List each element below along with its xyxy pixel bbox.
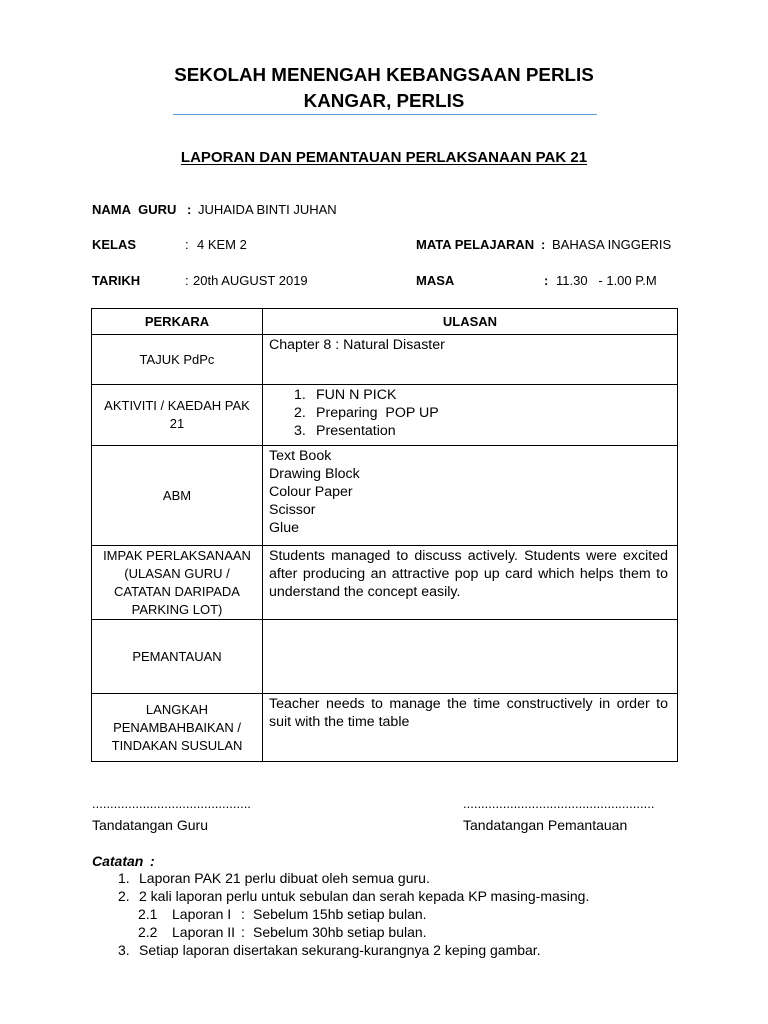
field-label-nama-guru: NAMA GURU [92, 202, 177, 217]
table-row [92, 385, 678, 446]
note-number: 2. [118, 888, 130, 904]
signature-line-pemantauan: ..................................................... [463, 796, 655, 811]
notes-heading: Catatan [92, 853, 144, 869]
pak21-report-table [91, 308, 678, 762]
abm-item: Drawing Block [269, 466, 360, 482]
field-value-kelas: 4 KEM 2 [197, 237, 247, 252]
perkara-langkah: LANGKAH PENAMBAHBAIKAN / TINDAKAN SUSULAN [92, 694, 263, 762]
table-header-row [92, 309, 678, 335]
abm-item: Text Book [269, 448, 332, 464]
list-item [269, 386, 668, 404]
signature-label-pemantauan: Tandatangan Pemantauan [463, 817, 628, 833]
ulasan-aktiviti [263, 385, 678, 446]
note-item [0, 869, 768, 887]
abm-item: Scissor [269, 502, 316, 518]
school-location: KANGAR, PERLIS [303, 90, 465, 111]
table-row [92, 620, 678, 694]
school-name: SEKOLAH MENENGAH KEBANGSAAN PERLIS [174, 64, 594, 85]
signature-label-guru: Tandatangan Guru [92, 817, 208, 833]
notes-heading-sep: : [150, 853, 155, 869]
note-subitem [0, 923, 768, 941]
note-text: Laporan PAK 21 perlu dibuat oleh semua guru. [139, 870, 430, 886]
table-row [92, 335, 678, 385]
abm-item: Glue [269, 520, 299, 536]
note-subnumber: 2.2 [138, 924, 158, 940]
list-number: 1. [294, 387, 306, 403]
note-item [0, 941, 768, 959]
ulasan-tajuk: Chapter 8 : Natural Disaster [263, 335, 678, 385]
field-sep-tarikh: : [185, 273, 189, 288]
form-title: LAPORAN DAN PEMANTAUAN PERLAKSANAAN PAK 21 [180, 149, 588, 166]
list-item [269, 404, 668, 422]
table-row [92, 446, 678, 546]
field-label-mata-pelajaran: MATA PELAJARAN [416, 237, 535, 252]
perkara-abm: ABM [92, 446, 263, 546]
perkara-impak: IMPAK PERLAKSANAAN (ULASAN GURU / CATATAN DARIPADA PARKING LOT) [92, 546, 263, 620]
field-label-kelas: KELAS [92, 237, 137, 252]
perkara-pemantauan: PEMANTAUAN [92, 620, 263, 694]
note-item [0, 887, 768, 905]
abm-item: Colour Paper [269, 484, 353, 500]
table-row [92, 694, 678, 762]
ulasan-pemantauan [263, 620, 678, 694]
field-sep-kelas: : [185, 237, 189, 252]
note-subsep: : [241, 906, 245, 922]
field-value-tarikh: 20th AUGUST 2019 [193, 273, 308, 288]
note-subtext: Sebelum 15hb setiap bulan. [253, 906, 427, 922]
list-number: 3. [294, 423, 306, 439]
field-sep-mata-pelajaran: : [541, 237, 546, 252]
ulasan-langkah: Teacher needs to manage the time constructively in order to suit with the time table [263, 694, 678, 762]
header-perkara: PERKARA [92, 309, 263, 335]
field-label-tarikh: TARIKH [92, 273, 141, 288]
note-sublabel: Laporan II [172, 924, 236, 940]
signature-line-guru: ............................................ [92, 796, 251, 811]
field-sep-masa: : [544, 273, 549, 288]
header-rule [173, 114, 597, 115]
list-item [269, 422, 668, 440]
perkara-tajuk: TAJUK PdPc [92, 335, 263, 385]
list-number: 2. [294, 405, 306, 421]
note-number: 3. [118, 942, 130, 958]
note-sublabel: Laporan I [172, 906, 232, 922]
perkara-aktiviti: AKTIVITI / KAEDAH PAK 21 [92, 385, 263, 446]
note-number: 1. [118, 870, 130, 886]
field-value-mata-pelajaran: BAHASA INGGERIS [552, 237, 672, 252]
note-text: Setiap laporan disertakan sekurang-kurangnya 2 keping gambar. [139, 942, 541, 958]
note-subnumber: 2.1 [138, 906, 158, 922]
activity-list [269, 386, 668, 440]
list-text: Presentation [316, 423, 396, 439]
field-sep-nama-guru: : [187, 202, 192, 217]
header-ulasan: ULASAN [263, 309, 678, 335]
field-label-masa: MASA [416, 273, 455, 288]
list-text: Preparing POP UP [316, 405, 439, 421]
list-text: FUN N PICK [316, 387, 397, 403]
ulasan-abm [263, 446, 678, 546]
field-value-nama-guru: JUHAIDA BINTI JUHAN [198, 202, 337, 217]
note-subtext: Sebelum 30hb setiap bulan. [253, 924, 427, 940]
table-row [92, 546, 678, 620]
note-subsep: : [241, 924, 245, 940]
field-value-masa: 11.30 - 1.00 P.M [556, 273, 657, 288]
ulasan-impak: Students managed to discuss actively. Students were excited after producing an attractive pop up card which helps them to understand the concept easily. [263, 546, 678, 620]
note-subitem [0, 905, 768, 923]
note-text: 2 kali laporan perlu untuk sebulan dan serah kepada KP masing-masing. [139, 888, 590, 904]
